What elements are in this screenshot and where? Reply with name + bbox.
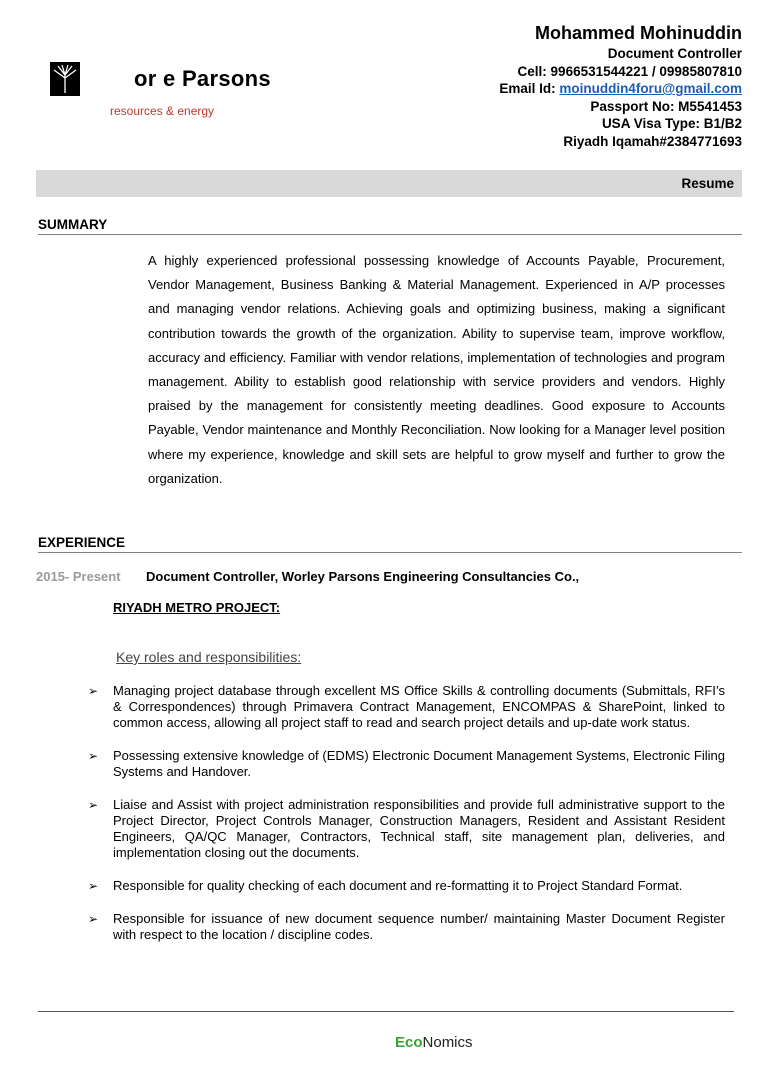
company-name: or e Parsons: [134, 66, 271, 91]
list-item: [88, 683, 725, 731]
responsibilities-list: [88, 683, 725, 960]
list-item: [88, 797, 725, 861]
resume-label: Resume: [681, 176, 734, 191]
email-link[interactable]: moinuddin4foru@gmail.com: [559, 81, 742, 96]
experience-heading: EXPERIENCE: [38, 535, 742, 553]
bullet-text: Liaise and Assist with project administration responsibilities and provide full administrative support to the Project Director, Project Controls Manager, Construction Managers, Resident and Assistant Resident Engineers, QA/QC Manager, Contractors, Technical staff, site management plan, deliveries, and implementation closing out the documents.: [113, 797, 725, 860]
bullet-text: Possessing extensive knowledge of (EDMS) Electronic Document Management Systems, Electronic Filing Systems and Handover.: [113, 748, 725, 779]
list-item: [88, 748, 725, 780]
resume-banner: [36, 170, 742, 197]
arrow-bullet-icon: ➢: [88, 749, 99, 763]
passport-number: Passport No: M5541453: [590, 98, 742, 114]
company-tagline: resources & energy: [110, 104, 215, 118]
company-logo: [50, 62, 271, 122]
arrow-bullet-icon: ➢: [88, 798, 99, 812]
bullet-text: Responsible for issuance of new document sequence number/ maintaining Master Document Register with respect to the location / discipline codes.: [113, 911, 725, 942]
visa-type: USA Visa Type: B1/B2: [601, 116, 742, 131]
experience-date: 2015- Present: [36, 569, 121, 584]
bullet-text: Responsible for quality checking of each document and re-formatting it to Project Standard Format.: [113, 878, 683, 893]
summary-paragraph: A highly experienced professional possessing knowledge of Accounts Payable, Procurement, Vendor Management, Business Banking & Material Management. Experienced in A/P processes and managing vendor relations. Achieving goals and optimizing business, making a significant contribution towards the growth of the organization. Ability to supervise team, improve workflow, accuracy and efficiency. Familiar with vendor relations, implementation of technologies and program management. Ability to establish good relationship with service providers and vendors. Highly praised by the management for consistently meeting deadlines. Good exposure to Accounts Payable, Vendor maintenance and Monthly Reconciliation. Now looking for a Manager level position where my experience, knowledge and skill sets are helpful to grow myself and further to grow the organization.: [148, 253, 725, 486]
footer-brand: [395, 1034, 473, 1051]
arrow-bullet-icon: ➢: [88, 684, 99, 698]
email-label: Email Id:: [499, 81, 560, 96]
footer-brand-nomics: Nomics: [422, 1034, 473, 1051]
cell-number: Cell: 9966531544221 / 09985807810: [517, 63, 742, 79]
project-name: RIYADH METRO PROJECT:: [113, 600, 281, 615]
company-logo-icon: [50, 62, 80, 96]
roles-heading: Key roles and responsibilities:: [116, 649, 302, 665]
applicant-role: Document Controller: [607, 46, 742, 61]
footer-divider: [38, 1011, 734, 1012]
list-item: [88, 878, 725, 894]
list-item: [88, 911, 725, 943]
summary-heading: SUMMARY: [38, 217, 742, 235]
iqamah-number: Riyadh Iqamah#2384771693: [563, 133, 742, 149]
contact-block: [499, 22, 742, 150]
arrow-bullet-icon: ➢: [88, 879, 99, 893]
applicant-name: Mohammed Mohinuddin: [535, 23, 742, 43]
footer-brand-eco: Eco: [395, 1034, 423, 1051]
email-line: [499, 80, 742, 98]
bullet-text: Managing project database through excellent MS Office Skills & controlling documents (Submittals, RFI’s & Correspondences) through Primavera Contract Management, ENCOMPAS & SharePoint, linked to common access, allowing all project staff to read and search project details and up-date work status.: [113, 683, 725, 730]
experience-title: Document Controller, Worley Parsons Engineering Consultancies Co.,: [146, 569, 580, 584]
arrow-bullet-icon: ➢: [88, 912, 99, 926]
